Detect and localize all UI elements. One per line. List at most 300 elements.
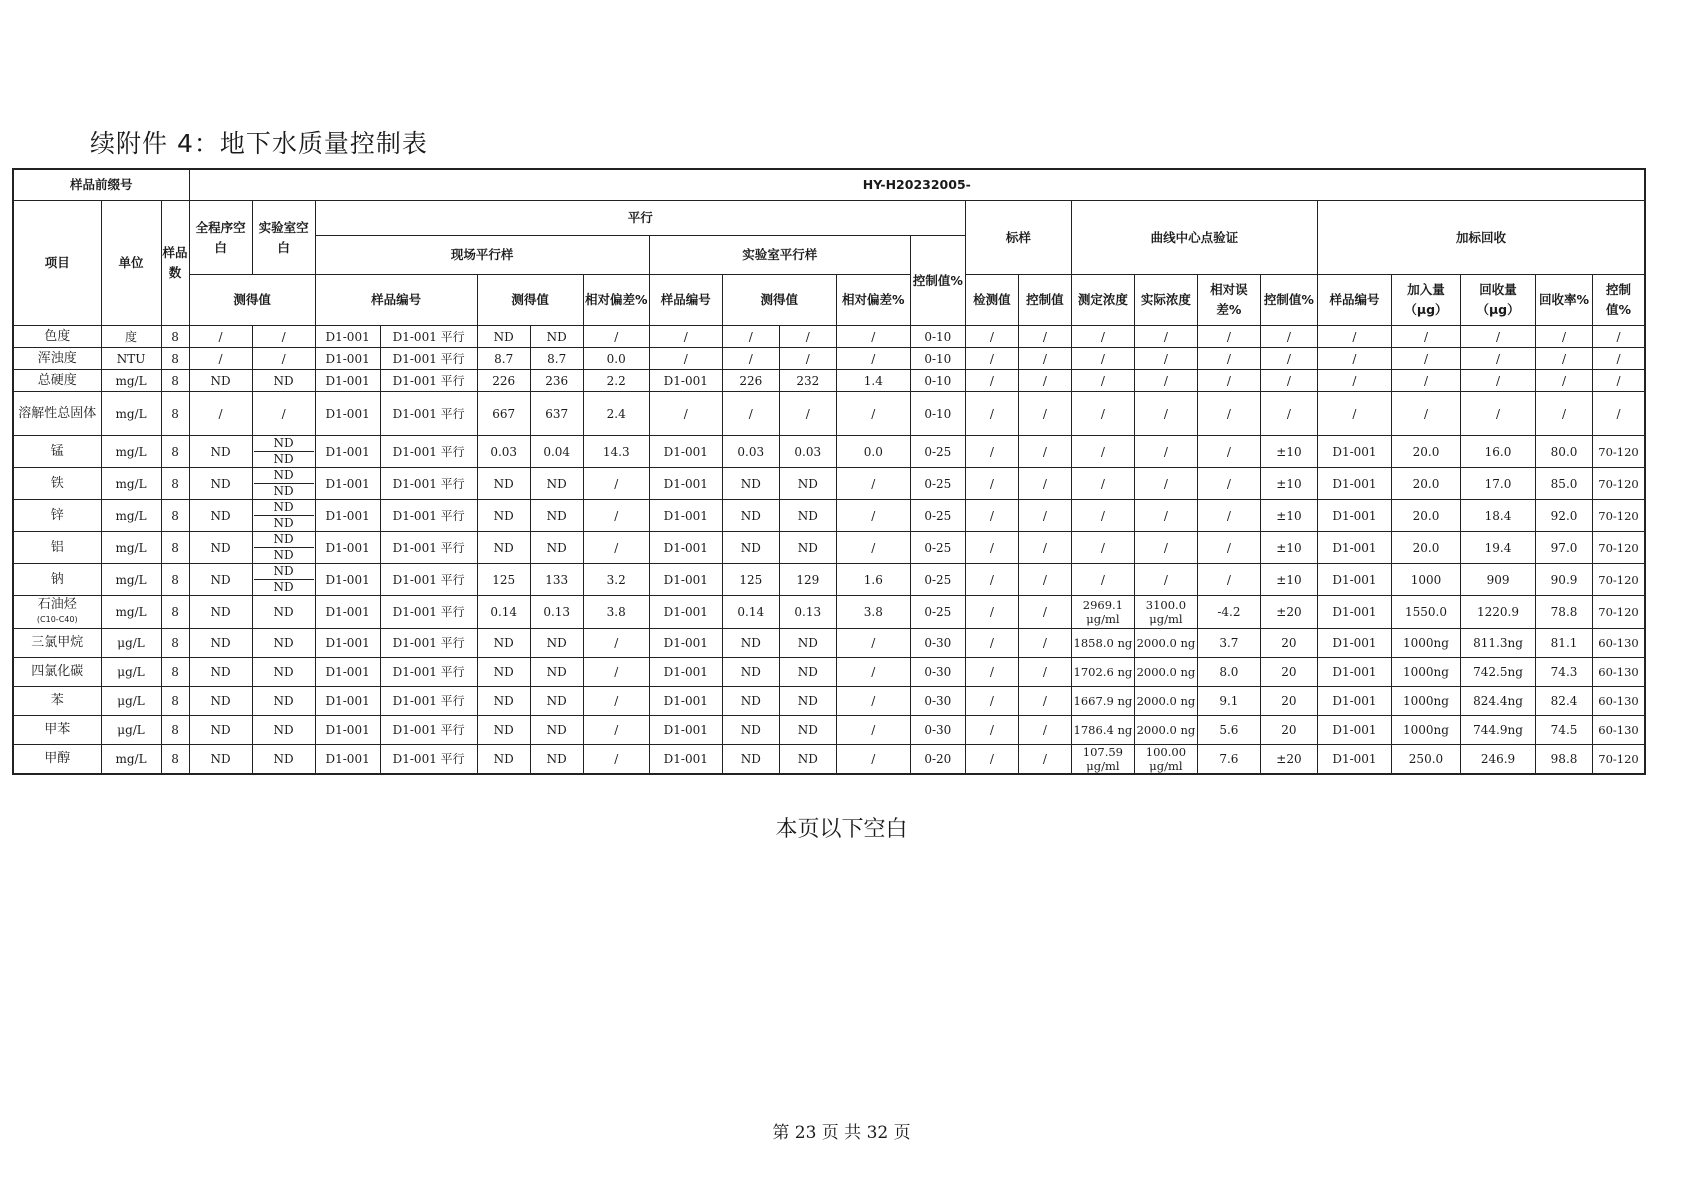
cell-ctrl: 0-10 [910, 370, 965, 392]
cell-lv1: ND [722, 687, 779, 716]
col-lab-measured: 测得值 [722, 275, 836, 326]
cell-fs2: D1-001 平行 [380, 370, 477, 392]
cell-n: 8 [161, 392, 189, 436]
cell-fb: ND [189, 658, 252, 687]
col-lab-blank: 实验室空白 [252, 201, 315, 275]
cell-re: / [1197, 468, 1260, 500]
cell-unit: mg/L [101, 370, 161, 392]
cell-prr: 85.0 [1536, 468, 1593, 500]
cell-lv2: 0.13 [779, 596, 836, 629]
cell-rc: ±10 [1260, 564, 1317, 596]
cell-re: -4.2 [1197, 596, 1260, 629]
cell-lv1: 226 [722, 370, 779, 392]
cell-sd: / [965, 436, 1018, 468]
cell-lb: / [252, 326, 315, 348]
cell-fb: ND [189, 596, 252, 629]
cell-lrd: / [836, 468, 910, 500]
cell-re: 7.6 [1197, 745, 1260, 775]
col-field-parallel: 现场平行样 [315, 236, 649, 275]
cell-ctrl: 0-30 [910, 658, 965, 687]
col-item: 项目 [13, 201, 101, 326]
cell-lrd: / [836, 629, 910, 658]
cell-fs1: D1-001 [315, 564, 380, 596]
table-row [13, 687, 1645, 716]
cell-lrd: / [836, 532, 910, 564]
cell-lv1: ND [722, 500, 779, 532]
cell-n: 8 [161, 596, 189, 629]
cell-fv2: ND [530, 326, 583, 348]
cell-frd: 3.2 [583, 564, 649, 596]
cell-sc: / [1018, 596, 1071, 629]
cell-pc: 60-130 [1593, 658, 1645, 687]
cell-ctrl: 0-30 [910, 716, 965, 745]
cell-pr: 742.5ng [1461, 658, 1536, 687]
cell-unit: mg/L [101, 500, 161, 532]
cell-rc: / [1260, 370, 1317, 392]
cell-mc: 1667.9 ng [1071, 687, 1134, 716]
cell-ctrl: 0-25 [910, 596, 965, 629]
cell-prr: 97.0 [1536, 532, 1593, 564]
cell-fs1: D1-001 [315, 658, 380, 687]
cell-ls: D1-001 [649, 564, 722, 596]
col-lab-sample-id: 样品编号 [649, 275, 722, 326]
cell-mc: / [1071, 500, 1134, 532]
cell-ls: D1-001 [649, 436, 722, 468]
item-name: 苯 [50, 693, 64, 708]
cell-ctrl: 0-25 [910, 468, 965, 500]
cell-lv1: ND [722, 716, 779, 745]
cell-fs1: D1-001 [315, 629, 380, 658]
cell-lrd: / [836, 326, 910, 348]
cell-rc: 20 [1260, 716, 1317, 745]
cell-rc: / [1260, 392, 1317, 436]
cell-fv1: ND [477, 687, 530, 716]
cell-item [13, 370, 101, 392]
cell-fb: ND [189, 687, 252, 716]
cell-rc: ±10 [1260, 500, 1317, 532]
cell-sd: / [965, 629, 1018, 658]
cell-fs2: D1-001 平行 [380, 596, 477, 629]
cell-lrd: 1.4 [836, 370, 910, 392]
lab-blank-value: ND [254, 436, 314, 452]
cell-fs1: D1-001 [315, 370, 380, 392]
cell-rc: ±20 [1260, 745, 1317, 775]
table-row [13, 370, 1645, 392]
cell-ctrl: 0-25 [910, 564, 965, 596]
cell-lb: ND [252, 716, 315, 745]
col-curve-check: 曲线中心点验证 [1071, 201, 1317, 275]
cell-lrd: / [836, 687, 910, 716]
cell-fs1: D1-001 [315, 596, 380, 629]
cell-n: 8 [161, 658, 189, 687]
cell-ps: D1-001 [1317, 532, 1391, 564]
cell-pa: 1000ng [1391, 716, 1460, 745]
item-name: 铁 [50, 475, 64, 491]
cell-ac: 2000.0 ng [1134, 687, 1197, 716]
item-name: 色度 [44, 328, 71, 344]
cell-item [13, 326, 101, 348]
cell-re: / [1197, 532, 1260, 564]
cell-pa: 20.0 [1391, 468, 1460, 500]
cell-ctrl: 0-30 [910, 629, 965, 658]
cell-fs1: D1-001 [315, 745, 380, 775]
cell-sd: / [965, 348, 1018, 370]
cell-sc: / [1018, 348, 1071, 370]
cell-sd: / [965, 392, 1018, 436]
cell-fv1: 8.7 [477, 348, 530, 370]
item-name: 锌 [50, 507, 64, 523]
cell-lb: ND [252, 658, 315, 687]
cell-fb: ND [189, 532, 252, 564]
table-row [13, 564, 1645, 596]
cell-re: 5.6 [1197, 716, 1260, 745]
cell-pa: / [1391, 348, 1460, 370]
cell-fs2: D1-001 平行 [380, 629, 477, 658]
cell-lb [252, 500, 315, 532]
cell-fb: ND [189, 468, 252, 500]
cell-ps: D1-001 [1317, 564, 1391, 596]
cell-lv1: ND [722, 658, 779, 687]
cell-n: 8 [161, 370, 189, 392]
cell-frd: 3.8 [583, 596, 649, 629]
cell-fv1: ND [477, 532, 530, 564]
cell-fs2: D1-001 平行 [380, 348, 477, 370]
cell-sc: / [1018, 564, 1071, 596]
cell-sd: / [965, 532, 1018, 564]
cell-pc: 70-120 [1593, 436, 1645, 468]
page-number: 第 23 页 共 32 页 [772, 1123, 911, 1143]
lab-blank-value: ND [273, 580, 294, 594]
cell-ps: / [1317, 348, 1391, 370]
cell-frd: / [583, 687, 649, 716]
cell-re: / [1197, 436, 1260, 468]
cell-item [13, 745, 101, 775]
cell-prr: 82.4 [1536, 687, 1593, 716]
lab-blank-value: ND [273, 452, 294, 466]
cell-fv2: ND [530, 687, 583, 716]
cell-pr: 1220.9 [1461, 596, 1536, 629]
table-row [13, 658, 1645, 687]
cell-rc: / [1260, 348, 1317, 370]
cell-ps: D1-001 [1317, 745, 1391, 775]
cell-pc: 70-120 [1593, 532, 1645, 564]
cell-ps: D1-001 [1317, 687, 1391, 716]
cell-pc: 70-120 [1593, 564, 1645, 596]
cell-ac: / [1134, 326, 1197, 348]
cell-lrd: 1.6 [836, 564, 910, 596]
blank-note: 本页以下空白 [775, 817, 908, 842]
cell-sc: / [1018, 716, 1071, 745]
cell-pa: / [1391, 392, 1460, 436]
table-row [13, 629, 1645, 658]
cell-fv1: ND [477, 658, 530, 687]
cell-ac: / [1134, 370, 1197, 392]
cell-sd: / [965, 370, 1018, 392]
cell-ac: / [1134, 532, 1197, 564]
col-actual-conc: 实际浓度 [1134, 275, 1197, 326]
cell-fb: / [189, 348, 252, 370]
cell-lb: ND [252, 596, 315, 629]
cell-lb [252, 532, 315, 564]
cell-frd: / [583, 658, 649, 687]
cell-prr: 78.8 [1536, 596, 1593, 629]
cell-lv1: ND [722, 745, 779, 775]
table-body [13, 326, 1645, 775]
cell-fb: / [189, 326, 252, 348]
cell-frd: 2.2 [583, 370, 649, 392]
cell-item [13, 532, 101, 564]
cell-fv2: ND [530, 745, 583, 775]
col-full-blank: 全程序空白 [189, 201, 252, 275]
cell-ac: / [1134, 348, 1197, 370]
cell-sd: / [965, 596, 1018, 629]
cell-n: 8 [161, 468, 189, 500]
cell-ctrl: 0-25 [910, 532, 965, 564]
col-lab-rel-dev: 相对偏差% [836, 275, 910, 326]
col-spike-ctrl: 控制值% [1593, 275, 1645, 326]
table-row [13, 326, 1645, 348]
cell-mc: / [1071, 468, 1134, 500]
cell-fs2: D1-001 平行 [380, 436, 477, 468]
cell-mc: / [1071, 392, 1134, 436]
cell-ps: / [1317, 370, 1391, 392]
item-name: 总硬度 [37, 372, 77, 388]
cell-item [13, 468, 101, 500]
cell-prr: / [1536, 348, 1593, 370]
cell-fv1: 0.03 [477, 436, 530, 468]
cell-ctrl: 0-10 [910, 392, 965, 436]
cell-pc: 70-120 [1593, 500, 1645, 532]
cell-lv2: 129 [779, 564, 836, 596]
cell-re: 9.1 [1197, 687, 1260, 716]
cell-pa: 1000ng [1391, 629, 1460, 658]
cell-sc: / [1018, 629, 1071, 658]
cell-rc: 20 [1260, 629, 1317, 658]
cell-lv2: / [779, 392, 836, 436]
cell-fs2: D1-001 平行 [380, 745, 477, 775]
cell-frd: / [583, 532, 649, 564]
cell-pr: / [1461, 326, 1536, 348]
cell-lrd: / [836, 716, 910, 745]
col-added: 加入量（μg） [1391, 275, 1460, 326]
cell-lv1: / [722, 326, 779, 348]
cell-rc: ±20 [1260, 596, 1317, 629]
cell-mc: 2969.1 μg/ml [1071, 596, 1134, 629]
cell-re: / [1197, 500, 1260, 532]
cell-fv1: 0.14 [477, 596, 530, 629]
lab-blank-value: ND [254, 564, 314, 580]
cell-sd: / [965, 500, 1018, 532]
cell-pa: 1000ng [1391, 687, 1460, 716]
cell-rc: ±10 [1260, 468, 1317, 500]
cell-lv2: ND [779, 468, 836, 500]
cell-rc: ±10 [1260, 532, 1317, 564]
cell-prr: 80.0 [1536, 436, 1593, 468]
col-recovery: 回收率% [1536, 275, 1593, 326]
cell-pr: / [1461, 392, 1536, 436]
cell-pa: 20.0 [1391, 436, 1460, 468]
cell-sc: / [1018, 436, 1071, 468]
cell-lv2: ND [779, 532, 836, 564]
cell-rc: 20 [1260, 687, 1317, 716]
cell-item [13, 658, 101, 687]
cell-fs1: D1-001 [315, 532, 380, 564]
cell-lv1: ND [722, 629, 779, 658]
cell-frd: / [583, 716, 649, 745]
cell-re: / [1197, 370, 1260, 392]
cell-ls: / [649, 326, 722, 348]
cell-frd: / [583, 745, 649, 775]
cell-ls: D1-001 [649, 370, 722, 392]
cell-unit: mg/L [101, 745, 161, 775]
cell-ctrl: 0-10 [910, 326, 965, 348]
lab-blank-value: ND [273, 484, 294, 498]
cell-lb [252, 468, 315, 500]
cell-pc: 70-120 [1593, 745, 1645, 775]
cell-prr: 92.0 [1536, 500, 1593, 532]
cell-prr: / [1536, 326, 1593, 348]
col-curve-ctrl: 控制值% [1260, 275, 1317, 326]
cell-fs1: D1-001 [315, 687, 380, 716]
cell-fv1: 667 [477, 392, 530, 436]
cell-mc: 1858.0 ng [1071, 629, 1134, 658]
cell-pc: / [1593, 370, 1645, 392]
cell-prr: 74.5 [1536, 716, 1593, 745]
cell-ac: / [1134, 468, 1197, 500]
cell-sc: / [1018, 392, 1071, 436]
cell-frd: 14.3 [583, 436, 649, 468]
cell-lv1: 0.03 [722, 436, 779, 468]
cell-lrd: / [836, 348, 910, 370]
lab-blank-value: ND [254, 532, 314, 548]
cell-lb: ND [252, 745, 315, 775]
cell-n: 8 [161, 500, 189, 532]
cell-pr: 18.4 [1461, 500, 1536, 532]
col-rel-err: 相对误差% [1197, 275, 1260, 326]
cell-pc: 70-120 [1593, 596, 1645, 629]
cell-ctrl: 0-10 [910, 348, 965, 370]
cell-lv2: / [779, 348, 836, 370]
col-blank-measured: 测得值 [189, 275, 315, 326]
cell-lv2: 232 [779, 370, 836, 392]
cell-mc: / [1071, 326, 1134, 348]
cell-lb: / [252, 392, 315, 436]
cell-re: / [1197, 326, 1260, 348]
cell-ps: D1-001 [1317, 436, 1391, 468]
cell-fb: / [189, 392, 252, 436]
cell-rc: / [1260, 326, 1317, 348]
cell-item [13, 716, 101, 745]
cell-pa: / [1391, 370, 1460, 392]
cell-fb: ND [189, 500, 252, 532]
cell-fv1: ND [477, 745, 530, 775]
cell-unit: μg/L [101, 687, 161, 716]
cell-re: / [1197, 564, 1260, 596]
cell-ctrl: 0-30 [910, 687, 965, 716]
cell-fv2: 0.13 [530, 596, 583, 629]
cell-lv1: / [722, 348, 779, 370]
cell-item [13, 348, 101, 370]
cell-pa: 1000 [1391, 564, 1460, 596]
cell-fs2: D1-001 平行 [380, 716, 477, 745]
cell-rc: 20 [1260, 658, 1317, 687]
cell-fv2: ND [530, 532, 583, 564]
cell-ac: 100.00 μg/ml [1134, 745, 1197, 775]
item-name: 石油烃 [37, 596, 77, 612]
quality-control-table [12, 168, 1646, 775]
cell-sc: / [1018, 500, 1071, 532]
cell-fv1: ND [477, 468, 530, 500]
cell-pc: / [1593, 326, 1645, 348]
cell-ls: D1-001 [649, 500, 722, 532]
cell-unit: μg/L [101, 629, 161, 658]
cell-fv2: 8.7 [530, 348, 583, 370]
cell-mc: 107.59 μg/ml [1071, 745, 1134, 775]
cell-fs2: D1-001 平行 [380, 326, 477, 348]
cell-unit: NTU [101, 348, 161, 370]
table-row [13, 745, 1645, 775]
cell-ac: 3100.0 μg/ml [1134, 596, 1197, 629]
cell-lv2: ND [779, 745, 836, 775]
cell-fv2: ND [530, 716, 583, 745]
table-row [13, 716, 1645, 745]
cell-pr: 17.0 [1461, 468, 1536, 500]
cell-pa: 250.0 [1391, 745, 1460, 775]
cell-fv2: ND [530, 500, 583, 532]
cell-prr: 90.9 [1536, 564, 1593, 596]
col-spike: 加标回收 [1317, 201, 1645, 275]
cell-frd: / [583, 629, 649, 658]
col-unit: 单位 [101, 201, 161, 326]
cell-sd: / [965, 468, 1018, 500]
cell-unit: mg/L [101, 392, 161, 436]
cell-fv1: 125 [477, 564, 530, 596]
cell-pc: 60-130 [1593, 687, 1645, 716]
cell-fb: ND [189, 436, 252, 468]
cell-ls: D1-001 [649, 745, 722, 775]
cell-n: 8 [161, 745, 189, 775]
cell-pc: 60-130 [1593, 629, 1645, 658]
cell-pa: 20.0 [1391, 500, 1460, 532]
cell-ps: D1-001 [1317, 500, 1391, 532]
cell-lv1: ND [722, 532, 779, 564]
cell-n: 8 [161, 629, 189, 658]
cell-frd: / [583, 500, 649, 532]
item-name: 钠 [50, 571, 64, 587]
table-row [13, 500, 1645, 532]
cell-sc: / [1018, 687, 1071, 716]
cell-fs2: D1-001 平行 [380, 392, 477, 436]
item-name: 三氯甲烷 [31, 635, 84, 650]
item-name: 浑浊度 [37, 350, 77, 366]
cell-prr: 74.3 [1536, 658, 1593, 687]
cell-ctrl: 0-20 [910, 745, 965, 775]
cell-fs2: D1-001 平行 [380, 468, 477, 500]
cell-pr: 909 [1461, 564, 1536, 596]
cell-fs1: D1-001 [315, 716, 380, 745]
cell-fs2: D1-001 平行 [380, 500, 477, 532]
cell-n: 8 [161, 436, 189, 468]
cell-pr: / [1461, 370, 1536, 392]
prefix-value: HY-H20232005- [189, 169, 1645, 201]
cell-lb: ND [252, 629, 315, 658]
cell-sd: / [965, 658, 1018, 687]
cell-frd: 2.4 [583, 392, 649, 436]
cell-pc: 60-130 [1593, 716, 1645, 745]
cell-lv2: ND [779, 687, 836, 716]
cell-re: 3.7 [1197, 629, 1260, 658]
cell-sd: / [965, 745, 1018, 775]
